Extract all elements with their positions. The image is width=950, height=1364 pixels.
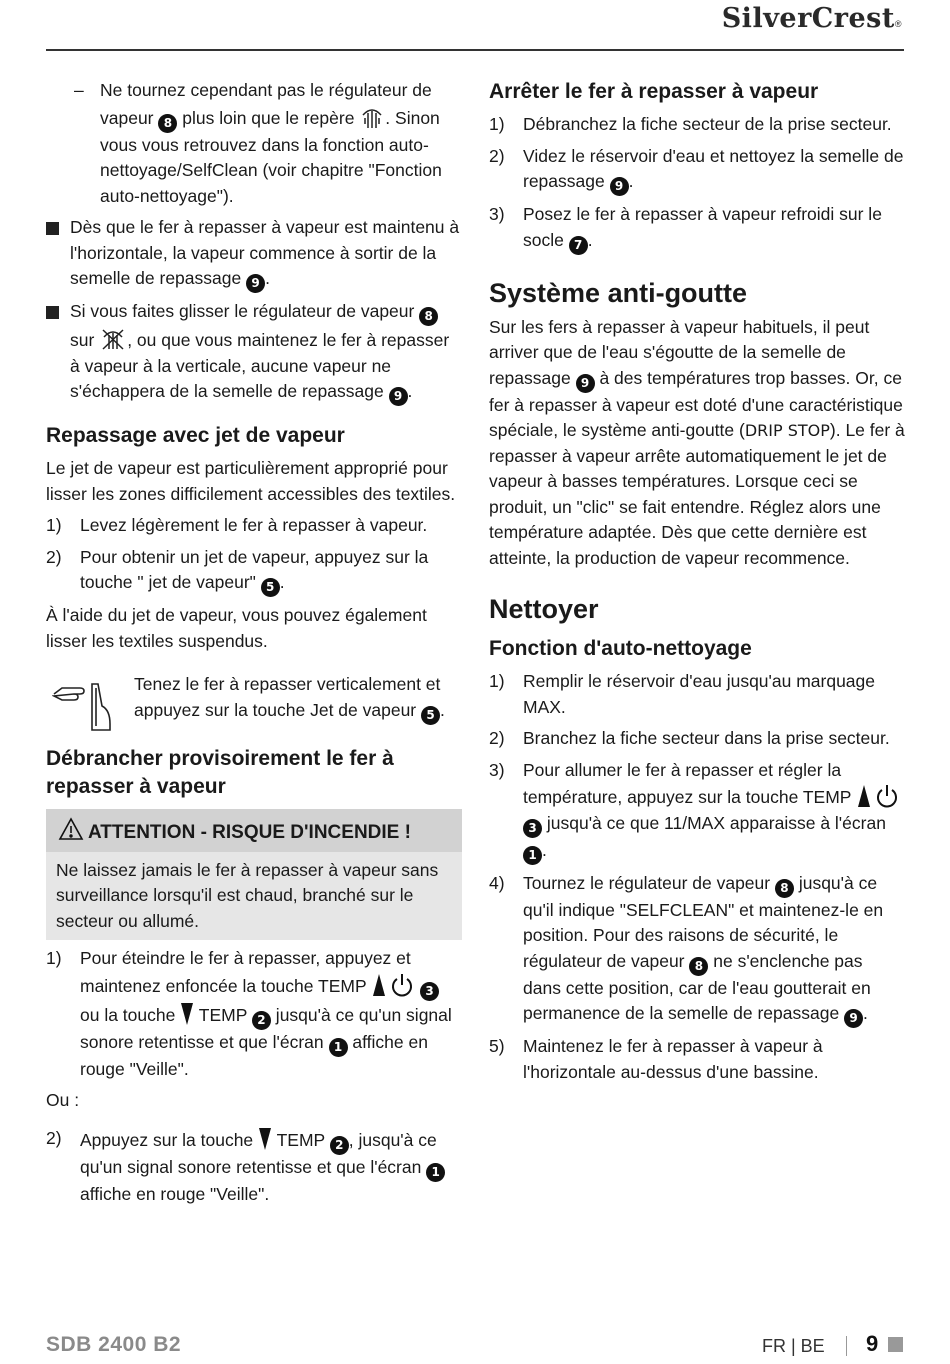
text: . Sinon vous vous retrouvez dans la fonction auto-nettoyage/SelfClean (voir chapitre "Fonction auto-nettoyage"). bbox=[100, 107, 442, 206]
footer-square-mark bbox=[888, 1337, 903, 1352]
section-heading: Arrêter le fer à repasser à vapeur bbox=[489, 80, 819, 103]
list-number: 2) bbox=[46, 546, 62, 567]
steam-max-icon bbox=[359, 104, 385, 130]
text: Sur les fers à repasser à vapeur habituels, il peut arriver que de l'eau s'égoutte de la semelle de repassage bbox=[489, 316, 870, 388]
text: jusqu'à ce que 11/MAX apparaisse à l'écran bbox=[542, 812, 886, 833]
text: Dès que le fer à repasser à vapeur est maintenu à l'horizontale, la vapeur commence à sortir de la semelle de repassage bbox=[70, 217, 460, 288]
part-number-badge: 9 bbox=[844, 1009, 863, 1028]
text: Pour allumer le fer à repasser et régler la température, appuyez sur la touche TEMP bbox=[523, 759, 857, 807]
list-item bbox=[46, 299, 462, 406]
text: Pour obtenir un jet de vapeur, appuyez sur la touche " jet de vapeur" bbox=[80, 546, 429, 592]
text: Tournez le régulateur de vapeur bbox=[523, 872, 775, 893]
text: Posez le fer à repasser à vapeur refroidi sur le socle bbox=[523, 204, 882, 250]
text: TEMP bbox=[272, 1129, 330, 1150]
list-number: 2) bbox=[489, 145, 505, 166]
part-number-badge: 7 bbox=[569, 236, 588, 255]
part-number-badge: 8 bbox=[775, 879, 794, 898]
list-item bbox=[46, 513, 462, 539]
text: Pour éteindre le fer à repasser, appuyez et maintenez enfoncée la touche TEMP bbox=[80, 948, 411, 996]
text: sur bbox=[70, 330, 100, 350]
paragraph: À l'aide du jet de vapeur, vous pouvez également lisser les textiles suspendus. bbox=[46, 605, 427, 651]
square-bullet bbox=[46, 306, 59, 319]
text: Videz le réservoir d'eau et nettoyez la semelle de repassage bbox=[523, 145, 904, 191]
list-item bbox=[489, 669, 905, 720]
text: Maintenez le fer à repasser à vapeur à l'horizontale au-dessus d'une bassine. bbox=[523, 1036, 823, 1082]
part-number-badge: 8 bbox=[158, 114, 177, 133]
text: Tenez le fer à repasser verticalement et appuyez sur la touche Jet de vapeur bbox=[134, 674, 441, 720]
text: . bbox=[542, 839, 547, 860]
text: Ne tournez cependant pas le régulateur de vapeur bbox=[100, 80, 432, 128]
temp-down-icon bbox=[180, 1001, 194, 1027]
list-item bbox=[489, 144, 905, 197]
section-heading: Repassage avec jet de vapeur bbox=[46, 424, 345, 447]
part-number-badge: 8 bbox=[419, 307, 438, 326]
square-bullet bbox=[46, 222, 59, 235]
part-number-badge: 9 bbox=[576, 374, 595, 393]
part-number-badge: 9 bbox=[246, 274, 265, 293]
text: Appuyez sur la touche bbox=[80, 1129, 259, 1150]
part-number-badge: 1 bbox=[426, 1163, 445, 1182]
section-heading: Nettoyer bbox=[489, 594, 599, 624]
text: . bbox=[407, 381, 413, 401]
part-number-badge: 3 bbox=[420, 982, 439, 1001]
text: . bbox=[265, 268, 270, 288]
brand-name: SilverCrest bbox=[721, 3, 895, 34]
paragraph: Ou : bbox=[46, 1090, 80, 1110]
paragraph bbox=[489, 315, 905, 572]
text: affiche en rouge "Veille". bbox=[80, 1031, 428, 1079]
list-item bbox=[489, 871, 905, 1029]
text: Remplir le réservoir d'eau jusqu'au marquage MAX. bbox=[523, 671, 875, 717]
text: . bbox=[628, 171, 634, 191]
part-number-badge: 5 bbox=[421, 706, 440, 725]
text: plus loin que le repère bbox=[177, 107, 360, 128]
text: Levez légèrement le fer à repasser à vapeur. bbox=[80, 515, 428, 535]
text: ou la touche bbox=[80, 1004, 181, 1025]
list-number: 1) bbox=[489, 114, 505, 134]
dash-marker: – bbox=[74, 80, 84, 100]
temp-up-power-icon bbox=[371, 972, 415, 998]
text: ). Le fer à repasser à vapeur arrête automatiquement le jet de vapeur à basses températures. Lorsque ceci se produit, un "clic" se fait entendre. Réglez alors une température adaptée. Dès que cette dernière est atteinte, la production de vapeur recommence. bbox=[489, 420, 905, 568]
text: ne s'enclenche pas dans cette position, car de l'eau goutterait en permanence de la semelle de repassage bbox=[523, 950, 871, 1023]
pointing-hand-iron-icon bbox=[52, 680, 126, 732]
right-column bbox=[489, 78, 905, 1091]
text: . bbox=[587, 229, 593, 250]
text: à des températures trop basses. Or, ce fer à repasser à vapeur est doté d'une caractéristique spéciale, le système anti-goutte ( bbox=[489, 367, 903, 440]
section-heading: Système anti-goutte bbox=[489, 277, 748, 308]
text: . bbox=[440, 699, 445, 720]
no-steam-icon bbox=[99, 326, 127, 352]
part-number-badge: 1 bbox=[523, 846, 542, 865]
part-number-badge: 2 bbox=[330, 1136, 349, 1155]
part-number-badge: 9 bbox=[610, 177, 629, 196]
warning-title bbox=[46, 809, 462, 852]
drip-stop-logo: DRIP STOP bbox=[744, 421, 830, 440]
left-column bbox=[46, 78, 462, 1213]
text: Branchez la fiche secteur dans la prise secteur. bbox=[523, 728, 890, 748]
list-item bbox=[489, 202, 905, 255]
list-number: 1) bbox=[489, 671, 505, 691]
text: TEMP bbox=[194, 1004, 252, 1025]
part-number-badge: 9 bbox=[389, 387, 408, 406]
list-number: 3) bbox=[489, 759, 505, 780]
warning-triangle-icon bbox=[58, 817, 84, 841]
model-number: SDB 2400 B2 bbox=[46, 1333, 182, 1356]
text: jusqu'à ce qu'un signal sonore retentisse et que l'écran bbox=[80, 1004, 452, 1052]
text: , jusqu'à ce qu'un signal sonore retentisse et que l'écran bbox=[80, 1129, 437, 1177]
tip-note bbox=[46, 672, 462, 725]
list-number: 2) bbox=[489, 728, 505, 748]
header-rule bbox=[46, 49, 904, 51]
temp-down-icon bbox=[258, 1126, 272, 1152]
part-number-badge: 1 bbox=[329, 1038, 348, 1057]
list-item bbox=[46, 215, 462, 293]
list-number: 5) bbox=[489, 1036, 505, 1056]
list-number: 3) bbox=[489, 204, 505, 224]
list-number: 4) bbox=[489, 872, 505, 893]
text: . bbox=[279, 572, 285, 592]
text: . bbox=[863, 1003, 868, 1023]
brand-logo bbox=[721, 3, 902, 34]
list-item bbox=[46, 946, 462, 1082]
text: affiche en rouge "Veille". bbox=[80, 1183, 270, 1204]
list-item bbox=[489, 112, 905, 138]
part-number-badge: 5 bbox=[261, 578, 280, 597]
footer-divider bbox=[846, 1336, 847, 1356]
text: Si vous faites glisser le régulateur de vapeur bbox=[70, 301, 420, 321]
list-item bbox=[46, 1126, 462, 1208]
list-item bbox=[46, 545, 462, 598]
warning-box bbox=[46, 809, 462, 941]
page-number: 9 bbox=[866, 1331, 879, 1356]
warning-body: Ne laissez jamais le fer à repasser à vapeur sans surveillance lorsqu'il est chaud, branché sur le secteur ou allumé. bbox=[56, 859, 439, 931]
text: Débranchez la fiche secteur de la prise secteur. bbox=[523, 114, 892, 134]
text: jusqu'à ce qu'il indique "SELFCLEAN" et maintenez-le en position. Pour des raisons de sécurité, le régulateur de vapeur bbox=[523, 872, 884, 971]
list-item bbox=[489, 758, 905, 865]
paragraph: Le jet de vapeur est particulièrement approprié pour lisser les zones difficilement accessibles des textiles. bbox=[46, 458, 456, 504]
section-heading: Débrancher provisoirement le fer à repasser à vapeur bbox=[46, 746, 394, 798]
subsection-heading: Fonction d'auto-nettoyage bbox=[489, 637, 752, 660]
part-number-badge: 8 bbox=[689, 957, 708, 976]
list-item bbox=[489, 726, 905, 752]
list-number: 2) bbox=[46, 1127, 62, 1148]
language-label: FR | BE bbox=[762, 1336, 825, 1356]
part-number-badge: 2 bbox=[252, 1011, 271, 1030]
text: , ou que vous maintenez le fer à repasser à vapeur à la verticale, aucune vapeur ne s'échappera de la semelle de repassage bbox=[70, 330, 450, 401]
list-number: 1) bbox=[46, 515, 62, 535]
text: ATTENTION - RISQUE D'INCENDIE ! bbox=[88, 821, 411, 843]
temp-up-power-icon bbox=[856, 783, 900, 809]
part-number-badge: 3 bbox=[523, 819, 542, 838]
list-item bbox=[489, 1034, 905, 1085]
list-item bbox=[46, 78, 462, 209]
list-number: 1) bbox=[46, 948, 62, 968]
brand-registered-mark: ® bbox=[894, 19, 902, 29]
